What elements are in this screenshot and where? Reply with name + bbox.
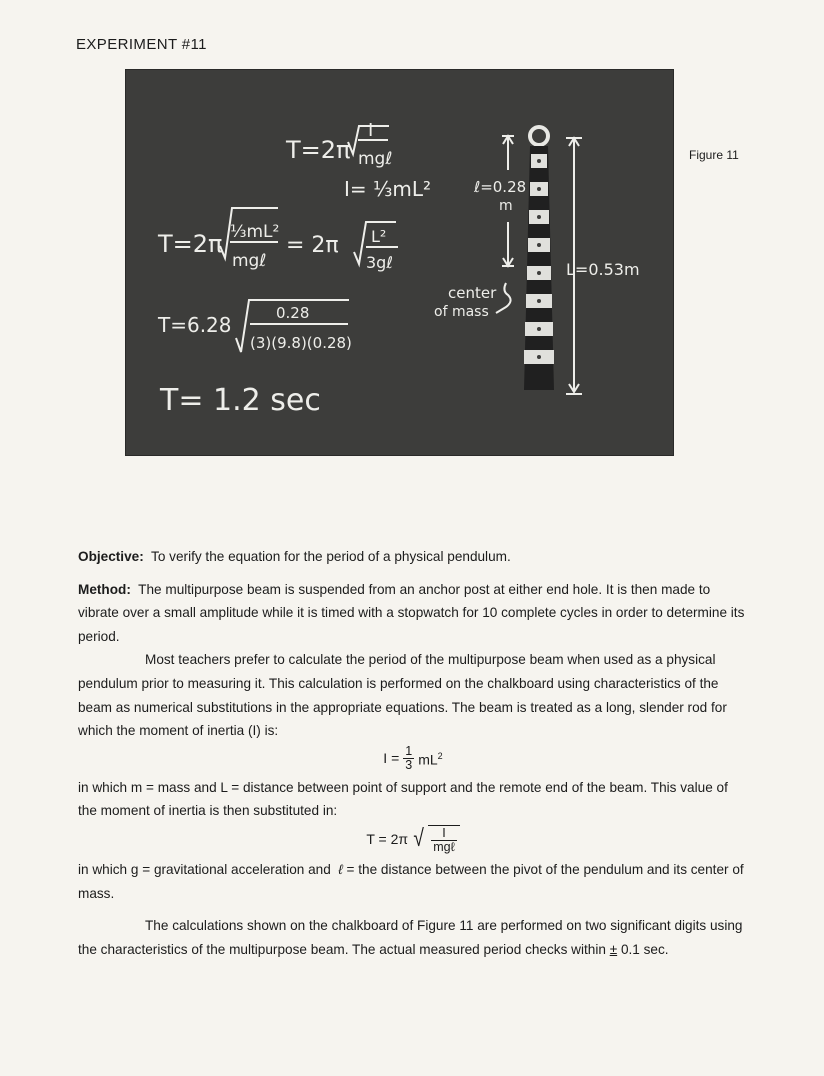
- eq1-exponent: 2: [437, 751, 443, 762]
- para4-text-b: = the distance between the pivot of the pendulum and its center of mass.: [78, 861, 744, 901]
- paragraph-conclusion: [78, 914, 748, 961]
- paragraph-gravity: [78, 858, 748, 905]
- experiment-heading: EXPERIMENT #11: [76, 36, 207, 53]
- board-eq-inertia: I= ⅓mL²: [344, 177, 432, 201]
- eq1-denominator: 3: [405, 757, 413, 772]
- board-eq1-den: mgℓ: [358, 149, 393, 169]
- equation-period: [78, 823, 748, 858]
- eq2-radicand: [428, 825, 459, 854]
- board-eq3-den2: 3gℓ: [366, 253, 393, 272]
- eq1-numerator: 1: [405, 743, 413, 758]
- paragraph-substitution: in which m = mass and L = distance between point of support and the remote end of the beam. This value of the moment of inertia is then substituted in:: [78, 779, 728, 819]
- board-center-label-2: of mass: [434, 304, 489, 320]
- eq2-fraction: [431, 827, 456, 854]
- board-eq3-lhs: T=2π: [158, 230, 223, 258]
- figure-caption: Figure 11: [689, 148, 739, 162]
- method-label: Method:: [78, 581, 131, 597]
- document-body: [78, 545, 748, 961]
- board-eq1-num: I: [368, 120, 374, 141]
- objective-text: To verify the equation for the period of a physical pendulum.: [151, 549, 511, 564]
- board-L-label: L=0.53m: [566, 260, 640, 279]
- method-text: The multipurpose beam is suspended from an anchor post at either end hole. It is then made to vibrate over a small amplitude while it is timed with a stopwatch for 10 complete cycles in order to determine its period.: [78, 581, 745, 644]
- board-ell-label: ℓ=0.28: [474, 178, 527, 196]
- board-result: T= 1.2 sec: [160, 383, 321, 418]
- para5-text-a: The calculations shown on the chalkboard of Figure 11 are performed on two significant digits using the characteristics of the multipurpose beam. The actual measured period checks within: [78, 918, 743, 957]
- eq2-denominator: mgℓ: [433, 839, 455, 854]
- board-eq3-num: ⅓mL²: [230, 222, 280, 242]
- eq2-lhs: T = 2π: [366, 831, 409, 848]
- eq1-rhs: mL: [418, 752, 438, 769]
- eq1-lhs: I =: [383, 750, 400, 767]
- sqrt-radical-icon: √: [413, 825, 424, 853]
- method-paragraph: [78, 578, 748, 649]
- board-ell-unit: m: [499, 198, 513, 214]
- objective-paragraph: [78, 545, 748, 569]
- board-eq3-num2: L²: [371, 227, 387, 246]
- para4-ell-symbol: ℓ: [338, 861, 343, 877]
- eq2-numerator: I: [431, 827, 456, 841]
- board-eq4-den: (3)(9.8)(0.28): [250, 334, 352, 352]
- equation-inertia: [78, 743, 748, 776]
- eq1-fraction: [403, 745, 414, 772]
- board-eq4-num: 0.28: [276, 304, 310, 322]
- board-eq4-lhs: T=6.28: [158, 313, 232, 337]
- board-eq1-lhs: T=2π: [286, 136, 351, 164]
- para4-text-a: in which g = gravitational acceleration and: [78, 861, 331, 877]
- para5-text-b: 0.1 sec.: [620, 941, 669, 957]
- objective-label: Objective:: [78, 549, 144, 564]
- board-eq3-den: mgℓ: [232, 251, 267, 271]
- chalkboard-photo: [125, 69, 674, 456]
- beam-figure: [524, 127, 554, 390]
- para5-plus-minus: ±: [609, 941, 618, 957]
- board-center-label: center: [448, 284, 497, 302]
- board-eq3-mid: = 2π: [286, 233, 339, 258]
- paragraph-calculation: Most teachers prefer to calculate the period of the multipurpose beam when used as a physical pendulum prior to measuring it. This calculation is performed on the chalkboard using characteristics of the beam as numerical substitutions in the appropriate equations. The beam is treated as a long, slender rod for which the moment of inertia (I) is:: [78, 652, 727, 739]
